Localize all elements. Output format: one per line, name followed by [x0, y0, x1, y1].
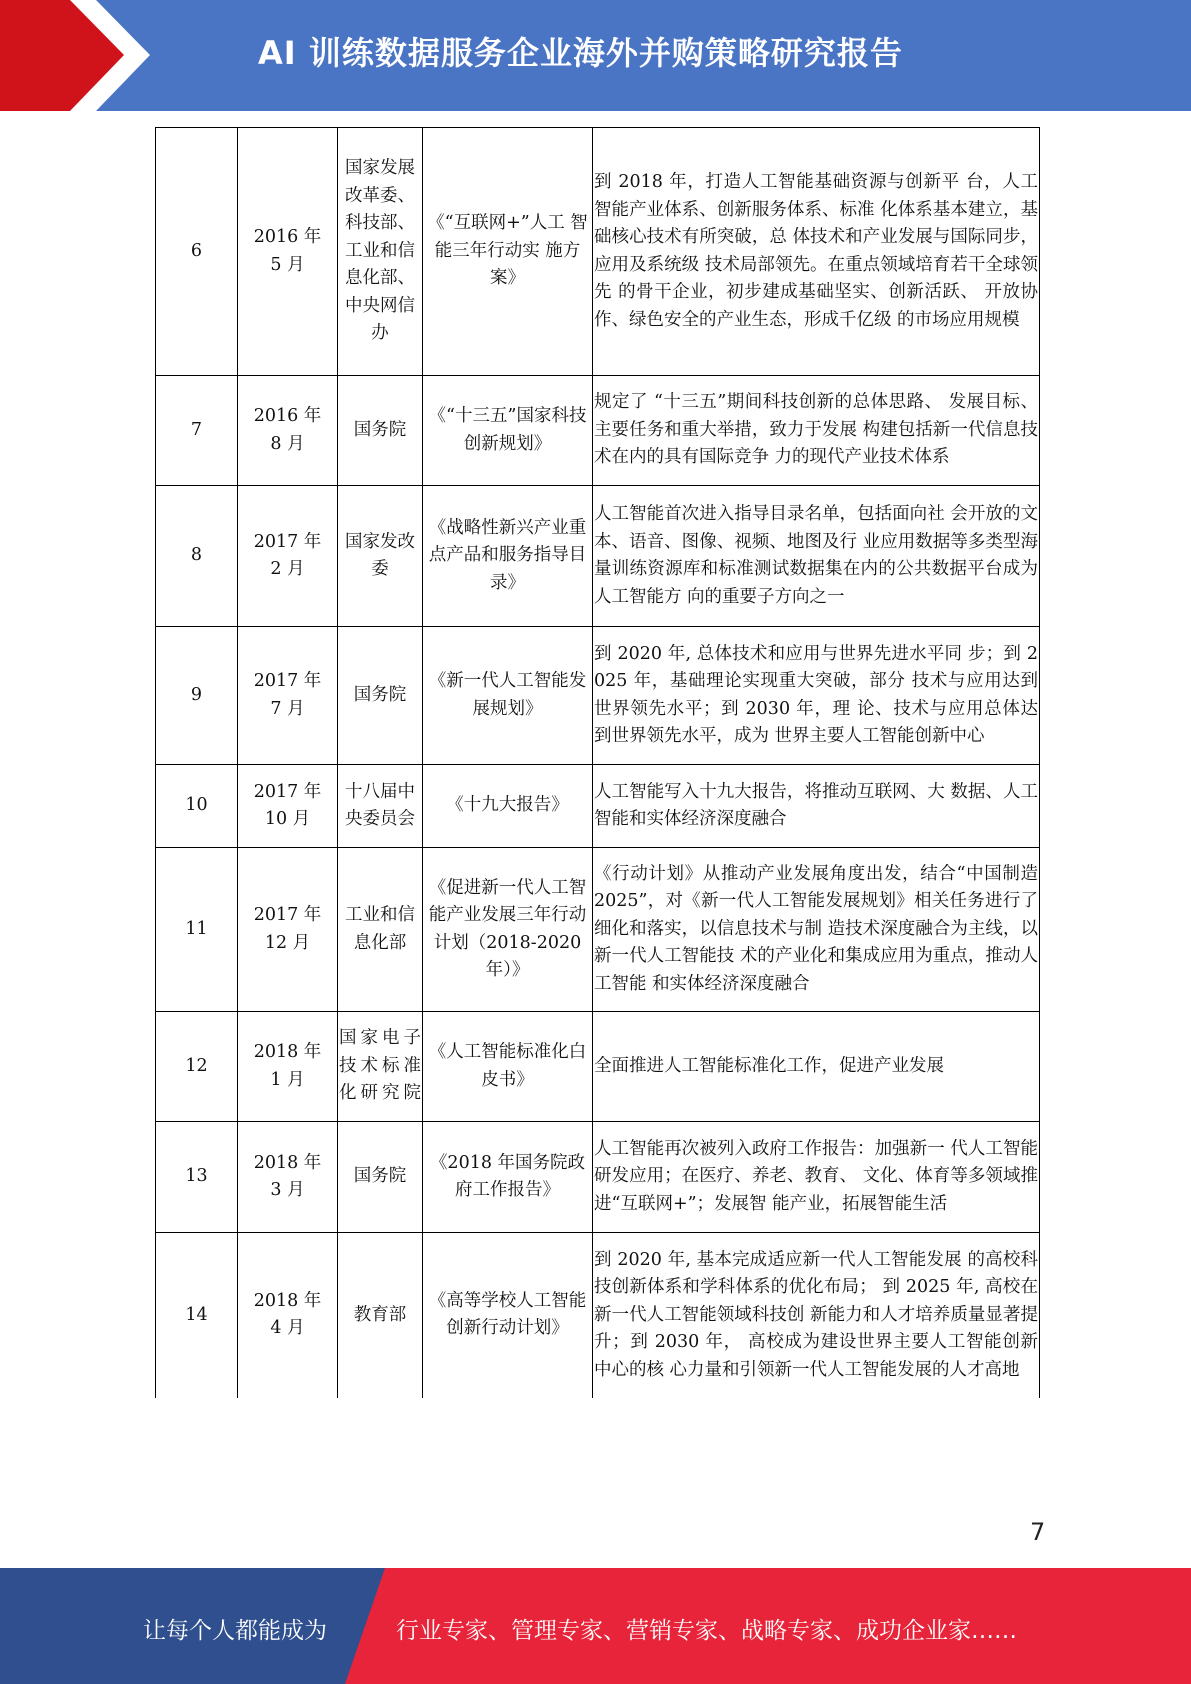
row-document: 《2018 年国务院政府工作报告》: [423, 1122, 593, 1233]
row-date: 2017 年 7 月: [238, 627, 338, 765]
table-row: [156, 1233, 1040, 1398]
row-department: 国家发展改革委、科技部、工业和信息化部、中央网信办: [338, 128, 423, 376]
table-row: [156, 128, 1040, 376]
row-number: 14: [156, 1233, 238, 1398]
row-document: 《“互联网+”人工 智能三年行动实 施方案》: [423, 128, 593, 376]
row-description: 人工智能首次进入指导目录名单，包括面向社 会开放的文本、语音、图像、视频、地图及行 业应用数据等多类型海量训练资源库和标准测试数据集在内的公共数据平台成为人工智能方 向的重要子方向之一: [593, 486, 1040, 627]
page-number: 7: [1030, 1518, 1046, 1546]
row-description: 到 2020 年, 基本完成适应新一代人工智能发展 的高校科技创新体系和学科体系的优化布局； 到 2025 年, 高校在新一代人工智能领域科技创 新能力和人才培养质量显著提升；到 2030 年， 高校成为建设世界主要人工智能创新中心的核 心力量和引领新一代人工智能发展的人才高地: [593, 1233, 1040, 1398]
row-document: 《人工智能标准化白皮书》: [423, 1012, 593, 1122]
table-row: [156, 376, 1040, 486]
row-document: 《十九大报告》: [423, 765, 593, 848]
report-title: AI 训练数据服务企业海外并购策略研究报告: [258, 34, 903, 72]
row-document: 《高等学校人工智能创新行动计划》: [423, 1233, 593, 1398]
table-row: [156, 1122, 1040, 1233]
row-number: 7: [156, 376, 238, 486]
row-description: 到 2020 年, 总体技术和应用与世界先进水平同 步；到 2025 年，基础理论实现重大突破，部分 技术与应用达到世界领先水平；到 2030 年，理 论、技术与应用总体达到世界领先水平，成为 世界主要人工智能创新中心: [593, 627, 1040, 765]
row-date: 2017 年 2 月: [238, 486, 338, 627]
row-document: 《“十三五”国家科技创新规划》: [423, 376, 593, 486]
row-description: 人工智能再次被列入政府工作报告：加强新一 代人工智能研发应用；在医疗、养老、教育、 文化、体育等多领域推进“互联网+”；发展智 能产业，拓展智能生活: [593, 1122, 1040, 1233]
row-description: 到 2018 年，打造人工智能基础资源与创新平 台，人工智能产业体系、创新服务体系、标准 化体系基本建立，基础核心技术有所突破，总 体技术和产业发展与国际同步，应用及系统级 技术局部领先。在重点领域培育若干全球领先 的骨干企业，初步建成基础坚实、创新活跃、 开放协作、绿色安全的产业生态，形成千亿级 的市场应用规模: [593, 128, 1040, 376]
row-number: 11: [156, 848, 238, 1012]
table-row: [156, 848, 1040, 1012]
row-department: 国家发改委: [338, 486, 423, 627]
row-department: 国务院: [338, 376, 423, 486]
row-department: 十八届中央委员会: [338, 765, 423, 848]
row-department: 国务院: [338, 1122, 423, 1233]
row-document: 《新一代人工智能发展规划》: [423, 627, 593, 765]
row-description: 规定了 “十三五”期间科技创新的总体思路、 发展目标、主要任务和重大举措，致力于发展 构建包括新一代信息技术在内的具有国际竞争 力的现代产业技术体系: [593, 376, 1040, 486]
table-row: [156, 486, 1040, 627]
row-date: 2016 年 8 月: [238, 376, 338, 486]
policy-table: [155, 127, 1040, 1398]
row-department: 教育部: [338, 1233, 423, 1398]
row-document: 《促进新一代人工智能产业发展三年行动计划（2018-2020年）》: [423, 848, 593, 1012]
row-department: 工业和信息化部: [338, 848, 423, 1012]
footer-slogan-left: 让每个人都能成为: [143, 1618, 327, 1644]
row-number: 8: [156, 486, 238, 627]
row-number: 9: [156, 627, 238, 765]
row-date: 2016 年 5 月: [238, 128, 338, 376]
row-document: 《战略性新兴产业重点产品和服务指导目录》: [423, 486, 593, 627]
header-arrow-decoration: [0, 0, 160, 111]
row-description: 人工智能写入十九大报告，将推动互联网、大 数据、人工智能和实体经济深度融合: [593, 765, 1040, 848]
row-department: 国务院: [338, 627, 423, 765]
footer-slogan-right: 行业专家、管理专家、营销专家、战略专家、成功企业家……: [396, 1618, 1017, 1644]
row-date: 2017 年 10 月: [238, 765, 338, 848]
page-header: [0, 0, 1191, 111]
row-description: 《行动计划》从推动产业发展角度出发，结合“中国制造 2025”，对《新一代人工智能发展规划》相关任务进行了细化和落实，以信息技术与制 造技术深度融合为主线，以新一代人工智能技 术的产业化和集成应用为重点，推动人工智能 和实体经济深度融合: [593, 848, 1040, 1012]
row-date: 2018 年 4 月: [238, 1233, 338, 1398]
row-date: 2018 年 1 月: [238, 1012, 338, 1122]
table-row: [156, 1012, 1040, 1122]
row-number: 10: [156, 765, 238, 848]
row-date: 2017 年 12 月: [238, 848, 338, 1012]
table-row: [156, 627, 1040, 765]
page-footer: [0, 1568, 1191, 1684]
row-number: 12: [156, 1012, 238, 1122]
row-department: 国家电子技术标准化研究院: [338, 1012, 423, 1122]
table-row: [156, 765, 1040, 848]
row-date: 2018 年 3 月: [238, 1122, 338, 1233]
row-number: 13: [156, 1122, 238, 1233]
row-description: 全面推进人工智能标准化工作，促进产业发展: [593, 1012, 1040, 1122]
row-number: 6: [156, 128, 238, 376]
